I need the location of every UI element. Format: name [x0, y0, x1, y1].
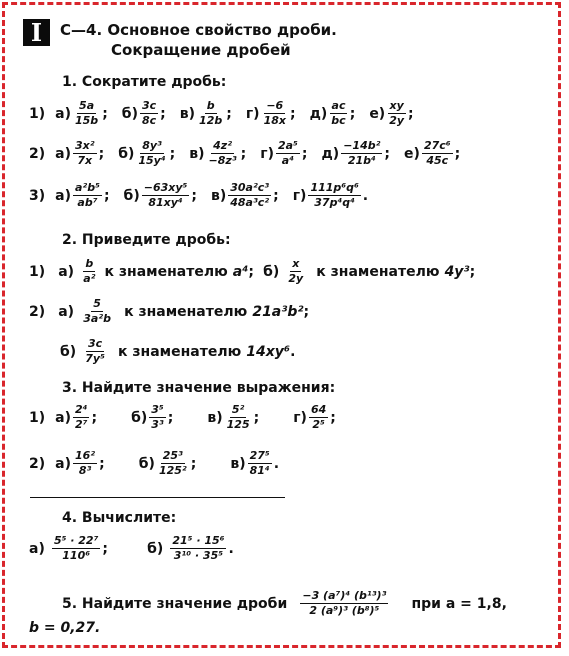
- fraction: $\frac{ac}{bc}$: [331, 99, 346, 127]
- task2-row2a: 2) а) $\frac{5}{\text{3a²b}}$ к знаменателю 21a³b²;: [29, 297, 310, 325]
- fraction: $\frac{\text{3x²}}{7x}$: [75, 139, 95, 167]
- item-label: а): [55, 146, 71, 162]
- fraction: $\frac{\text{111p⁶q⁶}}{\text{37p⁴q⁴}}$: [310, 181, 359, 209]
- fraction: $\frac{-6}{18x}$: [263, 99, 286, 127]
- fraction: $\frac{\text{25³}}{\text{125²}}$: [158, 449, 187, 477]
- exercise-row: 2) а) $\frac{\text{3x²}}{7x}$ ; б) $\frac{\text{8y³}}{\text{15y⁴}}$ ; в) $\frac{\text{4z²}}{\text{−8z³}}$ ; г) $\frac{\text{2a⁵}}{\text{a⁴}}$ ; д) $\frac{\text{−14b²}}{\text{21b⁴}}$ ; е) $\frac{\text{27c⁶}}{45c}$ ;: [29, 139, 461, 167]
- fraction: $\frac{\text{8y³}}{\text{15y⁴}}$: [138, 139, 166, 167]
- exercise-row: 1) а) $\frac{\text{2⁴}}{\text{2⁷}}$ ; б) $\frac{\text{3⁵}}{\text{3³}}$ ; в) $\frac{\text{5²}}{125}$ ; г) $\frac{64}{\text{2⁵}}$ ;: [29, 403, 336, 431]
- item-label: е): [369, 106, 386, 122]
- fraction: $\frac{\text{−3 (a⁷)⁴ (b¹³)³}}{\text{2 (a⁹)³ (b⁸)⁵}}$: [302, 589, 387, 617]
- exercise-row: 3) а) $\frac{\text{a²b⁵}}{\text{ab⁷}}$ ; б) $\frac{\text{−63xy⁵}}{\text{81xy⁴}}$ ; в) $\frac{\text{30a²c³}}{\text{48a³c²}}$ ; г) $\frac{\text{111p⁶q⁶}}{\text{37p⁴q⁴}}$ .: [29, 181, 369, 209]
- item-label: д): [309, 106, 328, 122]
- fraction: $\frac{64}{\text{2⁵}}$: [310, 403, 327, 431]
- fraction: $\frac{\text{3⁵}}{\text{3³}}$: [151, 403, 164, 431]
- item-label: г): [292, 188, 307, 204]
- task2-row1: 1) а) $\frac{b}{\text{a²}}$ к знаменателю a⁴; б) $\frac{x}{2y}$ к знаменателю 4y³;: [29, 257, 476, 285]
- exercise-row: 1) а) $\frac{5a}{15b}$ ; б) $\frac{3c}{8c}$ ; в) $\frac{b}{12b}$ ; г) $\frac{-6}{18x}$ ; д) $\frac{ac}{bc}$ ; е) $\frac{xy}{2y}$ ;: [29, 99, 414, 127]
- item-label: б): [118, 146, 135, 162]
- item-label: а): [55, 456, 71, 472]
- task4-heading: 4. Вычислите:: [62, 510, 177, 526]
- task2-heading: 2. Приведите дробь:: [62, 232, 231, 248]
- fraction: $\frac{\text{5²}}{125}$: [226, 403, 250, 431]
- item-label: в): [210, 188, 227, 204]
- fraction: $\frac{\text{2⁴}}{\text{2⁷}}$: [75, 403, 88, 431]
- task3-heading: 3. Найдите значение выражения:: [62, 380, 336, 396]
- item-label: е): [404, 146, 420, 162]
- page-title: С—4. Основное свойство дроби.: [60, 21, 337, 39]
- item-label: г): [260, 146, 274, 162]
- item-label: а): [55, 106, 71, 122]
- item-label: б): [121, 106, 138, 122]
- item-label: г): [245, 106, 260, 122]
- fraction: $\frac{\text{2a⁵}}{\text{a⁴}}$: [277, 139, 298, 167]
- divider: [30, 497, 285, 498]
- item-label: в): [207, 410, 223, 426]
- item-label: а): [55, 410, 71, 426]
- item-label: б): [138, 456, 155, 472]
- item-label: в): [189, 146, 205, 162]
- item-label: в): [179, 106, 196, 122]
- fraction: $\frac{\text{−14b²}}{\text{21b⁴}}$: [343, 139, 381, 167]
- fraction: $\frac{b}{12b}$: [199, 99, 223, 127]
- fraction: $\frac{3c}{\text{7y⁵}}$: [85, 337, 105, 365]
- fraction: $\frac{5a}{15b}$: [75, 99, 99, 127]
- task4-row: а) $\frac{\text{5⁵ · 22⁷}}{\text{110⁶}}$ ; б) $\frac{\text{21⁵ · 15⁶}}{\text{3¹⁰ · 35⁵}}$ .: [29, 534, 234, 562]
- item-label: в): [230, 456, 246, 472]
- item-label: б): [123, 188, 140, 204]
- item-label: г): [293, 410, 307, 426]
- fraction: $\frac{\text{5⁵ · 22⁷}}{\text{110⁶}}$: [53, 534, 99, 562]
- fraction: $\frac{b}{\text{a²}}$: [83, 257, 96, 285]
- task1-heading: 1. Сократите дробь:: [62, 74, 227, 90]
- fraction: $\frac{\text{16²}}{\text{8³}}$: [75, 449, 96, 477]
- fraction: $\frac{\text{27c⁶}}{45c}$: [423, 139, 451, 167]
- fraction: $\frac{\text{27⁵}}{\text{81⁴}}$: [249, 449, 270, 477]
- fraction: $\frac{\text{30a²c³}}{\text{48a³c²}}$: [230, 181, 270, 209]
- item-label: д): [321, 146, 340, 162]
- fraction: $\frac{\text{−63xy⁵}}{\text{81xy⁴}}$: [143, 181, 188, 209]
- task5-cond2: b = 0,27.: [29, 620, 101, 636]
- fraction: $\frac{\text{4z²}}{\text{−8z³}}$: [208, 139, 237, 167]
- item-label: б): [131, 410, 148, 426]
- fraction: $\frac{x}{2y}$: [288, 257, 304, 285]
- fraction: $\frac{\text{a²b⁵}}{\text{ab⁷}}$: [75, 181, 100, 209]
- task5-row: 5. Найдите значение дроби $\frac{\text{−3 (a⁷)⁴ (b¹³)³}}{\text{2 (a⁹)³ (b⁸)⁵}}$ при a = 1,8,: [62, 589, 507, 617]
- fraction: $\frac{\text{21⁵ · 15⁶}}{\text{3¹⁰ · 35⁵}}$: [172, 534, 225, 562]
- variant-badge: I: [23, 19, 50, 46]
- task2-row2b: б) $\frac{3c}{\text{7y⁵}}$ к знаменателю 14xy⁶.: [60, 337, 296, 365]
- page-subtitle: Сокращение дробей: [111, 41, 291, 59]
- exercise-row: 2) а) $\frac{\text{16²}}{\text{8³}}$ ; б) $\frac{\text{25³}}{\text{125²}}$ ; в) $\frac{\text{27⁵}}{\text{81⁴}}$ .: [29, 449, 280, 477]
- fraction: $\frac{5}{\text{3a²b}}$: [83, 297, 111, 325]
- fraction: $\frac{xy}{2y}$: [389, 99, 405, 127]
- fraction: $\frac{3c}{8c}$: [141, 99, 157, 127]
- item-label: а): [55, 188, 71, 204]
